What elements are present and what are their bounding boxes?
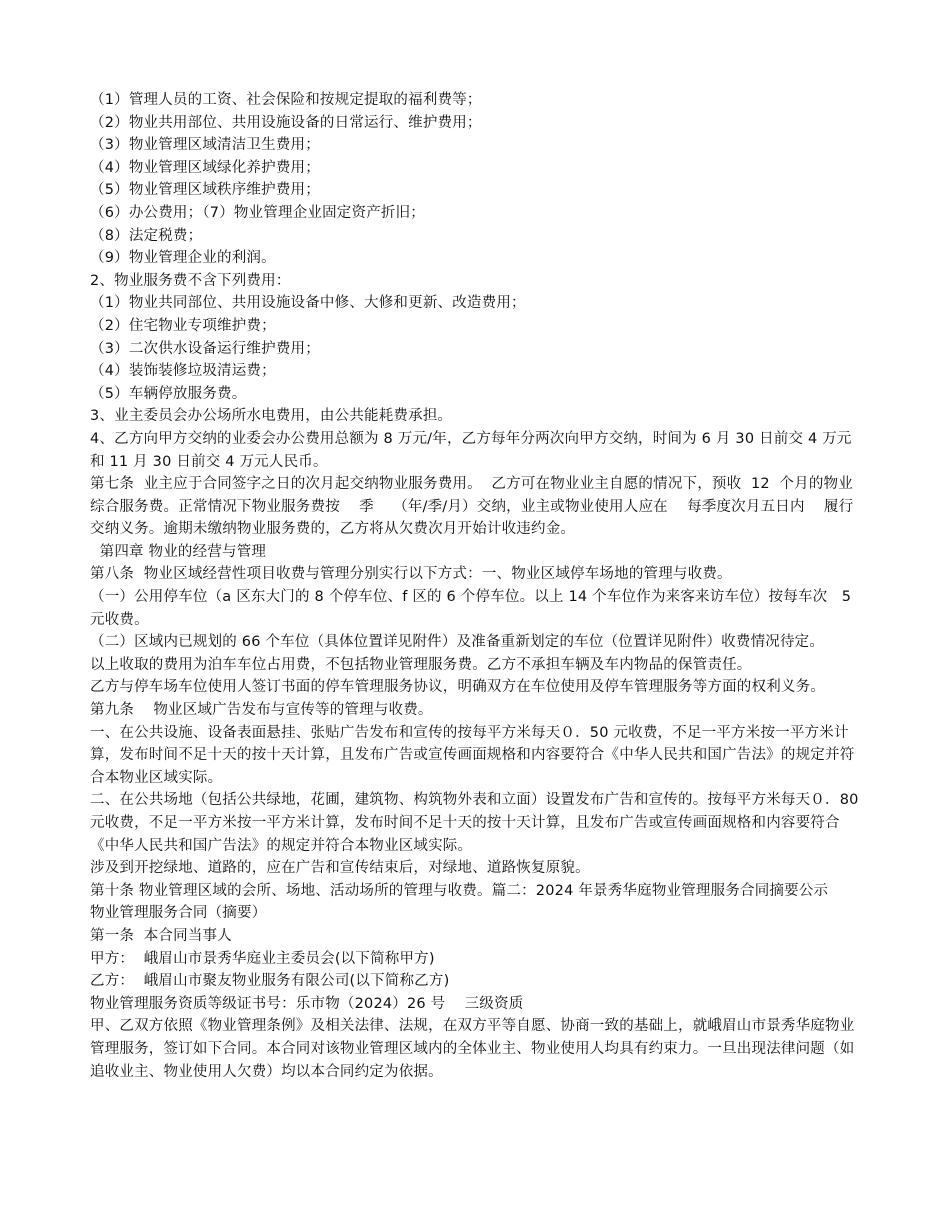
text-paragraph: 乙方： 峨眉山市聚友物业服务有限公司(以下简称乙方) — [90, 973, 450, 990]
text-line: （2）住宅物业专项维护费； — [90, 317, 276, 334]
text-line: （1）管理人员的工资、社会保险和按规定提取的福利费等； — [90, 92, 482, 108]
text-line: （8）法定税费； — [90, 227, 203, 244]
text-paragraph: 乙方与停车场车位使用人签订书面的停车管理服务协议，明确双方在车位使用及停车管理服务等方面的权利义务。 — [90, 679, 825, 696]
text-line: （3）二次供水设备运行维护费用； — [90, 340, 320, 357]
text-paragraph: 涉及到开挖绿地、道路的，应在广告和宣传结束后，对绿地、道路恢复原貌。 — [90, 860, 590, 877]
text-paragraph: 物业管理服务资质等级证书号：乐市物（2024）26 号 三级资质 — [90, 995, 524, 1012]
text-paragraph: （二）区域内已规划的 66 个车位（具体位置详见附件）及准备重新划定的车位（位置详见附件）收费情况待定。 — [90, 634, 825, 651]
text-paragraph: 第九条 物业区域广告发布与宣传等的管理与收费。 — [90, 702, 433, 719]
text-line: （6）办公费用；（7）物业管理企业固定资产折旧； — [90, 204, 425, 221]
text-paragraph: 二、在公共场地（包括公共绿地，花圃，建筑物、构筑物外表和立面）设置发布广告和宣传的。按每平方米每天０．80 元收费，不足一平方米按一平方米计算，发布时间不足十天的按十天计算，且发布广告或宣传画面规格和内容要符合《中华人民共和国广告法》的规定并符合本物业区域实际。 — [90, 792, 864, 854]
text-paragraph: 第八条 物业区域经营性项目收费与管理分别实行以下方式：一、物业区域停车场地的管理与收费。 — [90, 566, 732, 583]
text-line: （1）物业共同部位、共用设施设备中修、大修和更新、改造费用； — [90, 295, 526, 312]
text-line: （3）物业管理区域清洁卫生费用； — [90, 137, 320, 154]
text-line: （5）车辆停放服务费。 — [90, 385, 247, 402]
text-line: （4）装饰装修垃圾清运费； — [90, 363, 276, 380]
document-body — [90, 89, 865, 1083]
text-paragraph: （一）公用停车位（a 区东大门的 8 个停车位、f 区的 6 个停车位。以上 14 个车位作为来客来访车位）按每车次 5 元收费。 — [90, 589, 861, 628]
text-paragraph: 第一条 本合同当事人 — [90, 927, 232, 944]
text-paragraph: 第七条 业主应于合同签字之日的次月起交纳物业服务费用。 乙方可在物业业主自愿的情况下，预收 12 个月的物业综合服务费。正常情况下物业服务费按 季 （年/季/月）交纳，业主或物业使用人应在 每季度次月五日内 履行交纳义务。逾期未缴纳物业服务费的，乙方将从欠费次月开始计收违约金。 — [90, 476, 854, 538]
chapter-heading: 第四章 物业的经营与管理 — [90, 543, 267, 560]
text-line: （5）物业管理区域秩序维护费用； — [90, 182, 320, 199]
text-paragraph: 甲方： 峨眉山市景秀华庭业主委员会(以下简称甲方) — [90, 950, 435, 967]
text-line: （9）物业管理企业的利润。 — [90, 250, 276, 267]
text-paragraph: 第十条 物业管理区域的会所、场地、活动场所的管理与收费。篇二：2024 年景秀华庭物业管理服务合同摘要公示 — [90, 882, 829, 899]
text-line: 3、业主委员会办公场所水电费用，由公共能耗费承担。 — [90, 408, 453, 425]
text-paragraph: 一、在公共设施、设备表面悬挂、张贴广告发布和宣传的按每平方米每天０．50 元收费，不足一平方米按一平方米计算，发布时间不足十天的按十天计算，且发布广告或宣传画面规格和内容要符合《中华人民共和国广告法》的规定并符合本物业区域实际。 — [90, 724, 855, 786]
text-paragraph: 4、乙方向甲方交纳的业委会办公费用总额为 8 万元/年，乙方每年分两次向甲方交纳，时间为 6 月 30 日前交 4 万元和 11 月 30 日前交 4 万元人民币。 — [90, 430, 852, 470]
text-paragraph: 甲、乙双方依照《物业管理条例》及相关法律、法规，在双方平等自愿、协商一致的基础上，就峨眉山市景秀华庭物业管理服务，签订如下合同。本合同对该物业管理区域内的全体业主、物业使用人均具有约束力。一旦出现法律问题（如追收业主、物业使用人欠费）均以本合同约定为依据。 — [90, 1018, 855, 1080]
text-paragraph: 以上收取的费用为泊车车位占用费，不包括物业管理服务费。乙方不承担车辆及车内物品的保管责任。 — [90, 656, 752, 673]
text-line: 2、物业服务费不含下列费用： — [90, 272, 291, 289]
text-paragraph: 物业管理服务合同（摘要） — [90, 905, 267, 922]
text-line: （2）物业共用部位、共用设施设备的日常运行、维护费用； — [90, 114, 482, 131]
text-line: （4）物业管理区域绿化养护费用； — [90, 159, 320, 176]
